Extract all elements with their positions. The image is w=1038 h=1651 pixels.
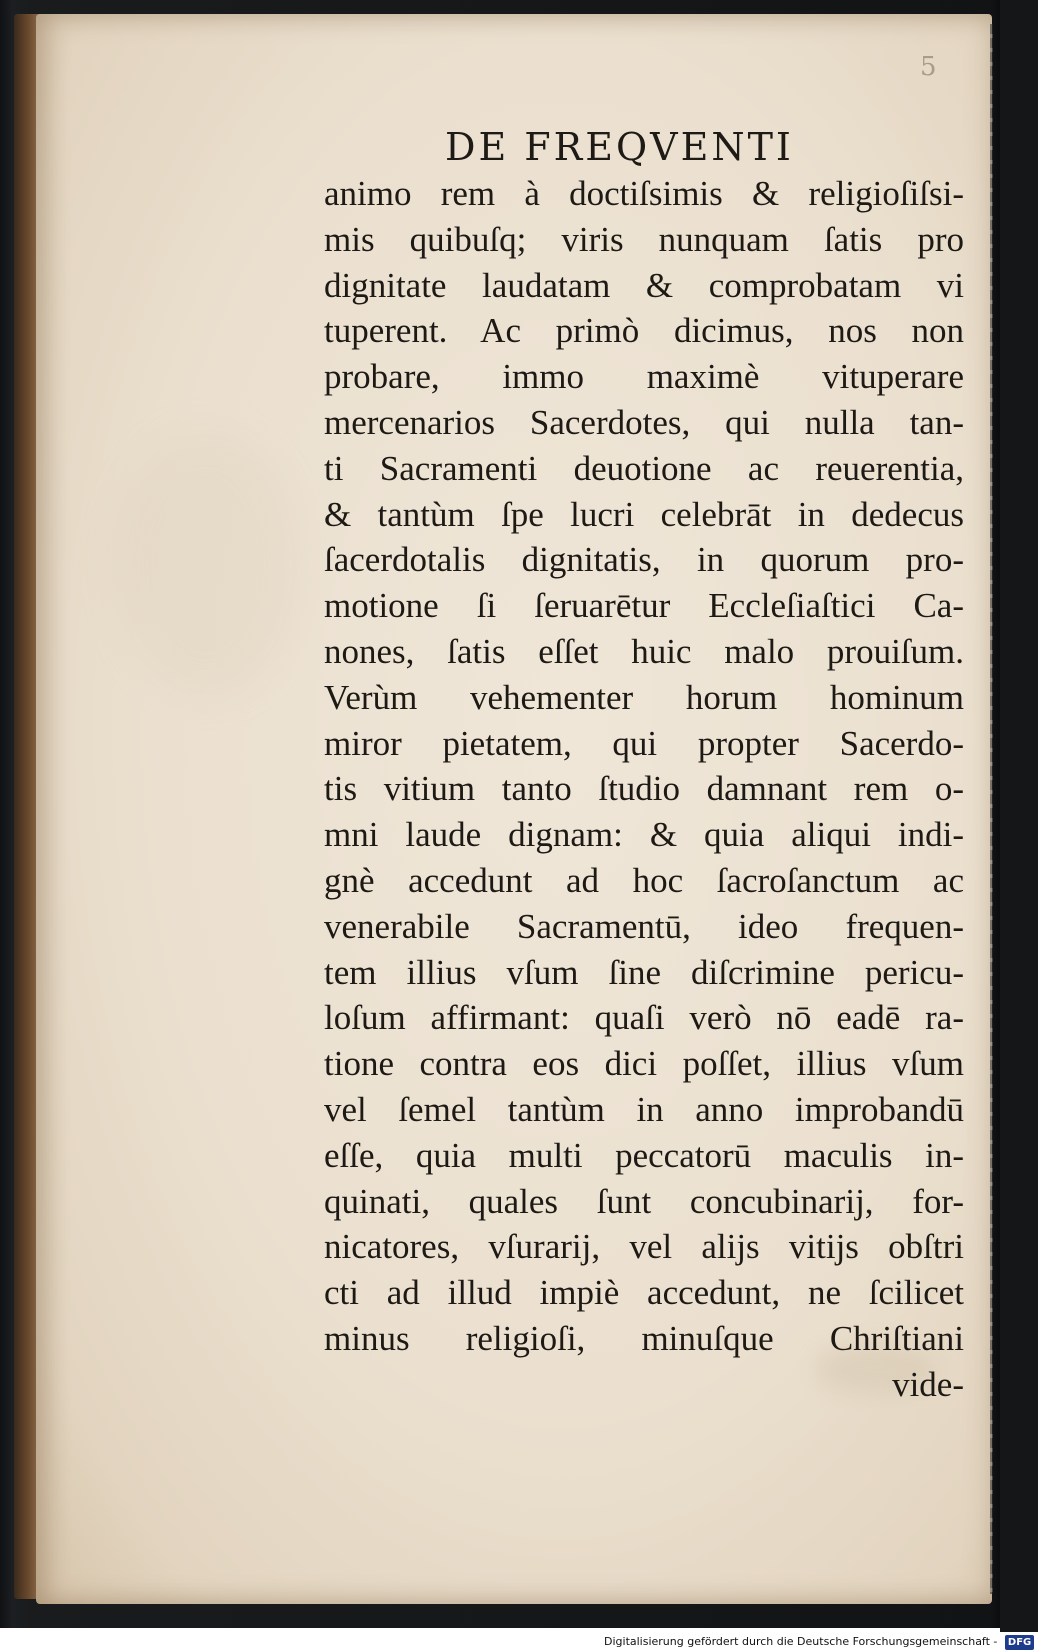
body-text	[324, 171, 964, 1408]
page-number: 5	[920, 52, 937, 82]
text-line: minus religioſi, minuſque Chriſtiani	[324, 1318, 964, 1358]
text-line: quinati, quales ſunt concubinarij, for-	[324, 1181, 964, 1221]
text-line: tione contra eos dici poſſet, illius vſum	[324, 1044, 964, 1084]
text-line: tuperent. Ac primò dicimus, nos non	[324, 311, 964, 351]
text-line: ti Sacramenti deuotione ac reuerentia,	[324, 448, 964, 488]
text-line: animo rem à doctiſsimis & religioſiſsi-	[324, 174, 964, 213]
digitization-credit	[600, 1632, 1038, 1651]
text-line: probare, immo maximè vituperare	[324, 357, 964, 397]
running-header: DE FREQVENTI	[445, 125, 794, 169]
text-line: nicatores, vſurarij, vel alijs vitijs obſtri	[324, 1227, 964, 1267]
credit-text: Digitalisierung gefördert durch die Deutsche Forschungsgemeinschaft -	[604, 1635, 998, 1648]
text-line: mercenarios Sacerdotes, qui nulla tan-	[324, 402, 964, 442]
text-line: loſum affirmant: quaſi verò nō eadē ra-	[324, 998, 964, 1038]
catchword: vide-	[892, 1364, 964, 1404]
text-line: gnè accedunt ad hoc ſacroſanctum ac	[324, 860, 964, 900]
text-line: vel ſemel tantùm in anno improbandū	[324, 1089, 964, 1129]
text-line: Verùm vehementer horum hominum	[324, 677, 964, 717]
text-line: tem illius vſum ſine diſcrimine pericu-	[324, 952, 964, 992]
text-line: nones, ſatis eſſet huic malo prouiſum.	[324, 631, 964, 671]
text-line: tis vitium tanto ſtudio damnant rem o-	[324, 769, 964, 809]
text-line: mis quibuſq; viris nunquam ſatis pro	[324, 219, 964, 259]
text-line: dignitate laudatam & comprobatam vi	[324, 265, 964, 305]
text-line: eſſe, quia multi peccatorū maculis in-	[324, 1135, 964, 1175]
text-line: cti ad illud impiè accedunt, ne ſcilicet	[324, 1273, 964, 1313]
text-line: motione ſi ſeruarētur Eccleſiaſtici Ca-	[324, 586, 964, 626]
text-line: miror pietatem, qui propter Sacerdo-	[324, 723, 964, 763]
text-line: venerabile Sacramentū, ideo frequen-	[324, 906, 964, 946]
paper-stain	[116, 434, 296, 694]
text-line: mni laude dignam: & quia aliqui indi-	[324, 815, 964, 855]
text-line: ſacerdotalis dignitatis, in quorum pro-	[324, 540, 964, 580]
text-line: & tantùm ſpe lucri celebrāt in dedecus	[324, 494, 964, 534]
dfg-logo: DFG	[1005, 1635, 1034, 1650]
gutter-rule	[990, 24, 993, 1594]
